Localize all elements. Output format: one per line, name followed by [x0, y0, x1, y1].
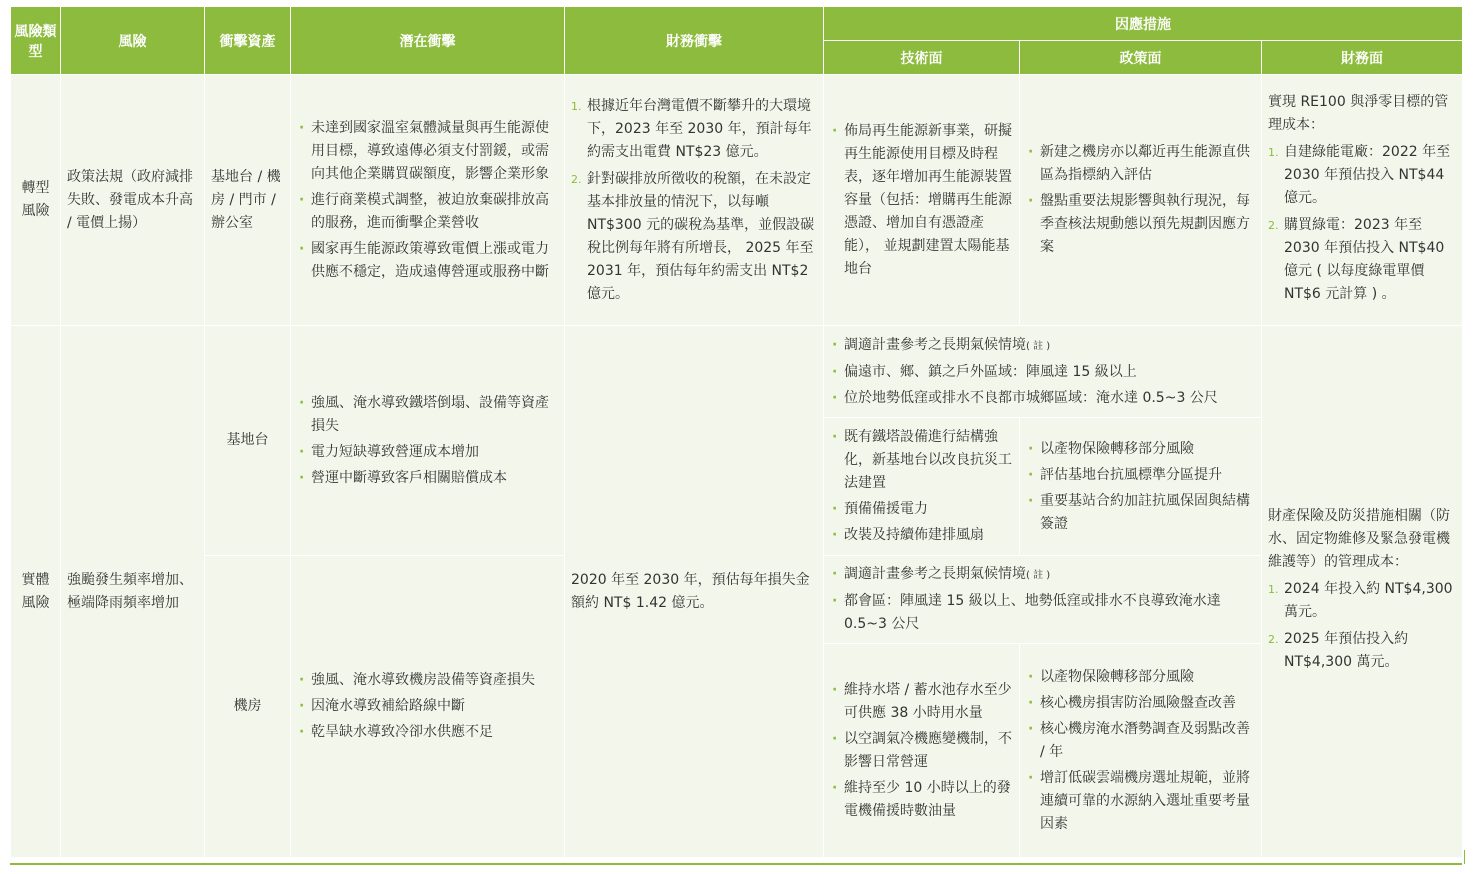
tech-item: · 既有鐵塔設備進行結構強化，新基地台以改良抗災工法建置 — [830, 426, 1013, 495]
scenario-note: ( 註 ) — [1026, 340, 1051, 352]
impact-station — [291, 326, 565, 556]
risk-transition: 政策法規（政府減排失敗、發電成本升高 / 電價上揚） — [61, 75, 205, 326]
header-finance: 財務衝擊 — [565, 7, 824, 75]
risk-physical: 強颱發生頻率增加、極端降雨頻率增加 — [61, 326, 205, 858]
tech-item: · 維持水塔 / 蓄水池存水至少可供應 38 小時用水量 — [830, 679, 1013, 725]
scenario-item: · 位於地勢低窪或排水不良都市城鄉區域：淹水達 0.5~3 公尺 — [830, 387, 1255, 410]
header-tech: 技術面 — [824, 41, 1020, 75]
impact-item: · 強風、淹水導致機房設備等資產損失 — [297, 669, 558, 692]
tech-item: · 佈局再生能源新事業，研擬再生能源使用目標及時程表，逐年增加再生能源裝置容量（包括：增購再生能源憑證、增加自有憑證產能）， 並規劃建置太陽能基地台 — [830, 120, 1013, 281]
scenario-datacenter — [824, 556, 1262, 644]
list-number: 1. — [1268, 583, 1279, 596]
asset-station: 基地台 — [205, 326, 291, 556]
risk-type-physical: 實體風險 — [11, 326, 61, 858]
header-policy: 政策面 — [1020, 41, 1262, 75]
impact-datacenter — [291, 556, 565, 858]
policy-item: · 核心機房淹水潛勢調查及弱點改善 / 年 — [1026, 718, 1255, 764]
policy-item: · 以產物保險轉移部分風險 — [1026, 666, 1255, 689]
corner-mark — [1434, 850, 1465, 864]
fin-measure-transition — [1262, 75, 1463, 326]
header-row-1 — [11, 7, 1463, 41]
impact-item: · 電力短缺導致營運成本增加 — [297, 441, 558, 464]
policy-transition — [1020, 75, 1262, 326]
fin-measure-item — [1268, 628, 1456, 674]
fin-measure-lead: 財產保險及防災措施相關（防水、固定物維修及緊急發電機維護等）的管理成本： — [1268, 508, 1450, 570]
header-asset: 衝擊資產 — [205, 7, 291, 75]
transition-row — [11, 75, 1463, 326]
tech-station — [824, 418, 1020, 556]
fin-measure-text: 2024 年投入約 NT$4,300 萬元。 — [1284, 581, 1453, 620]
scenario-station — [824, 326, 1262, 418]
table-bottom-rule — [10, 863, 1462, 865]
finance-text: 針對碳排放所徵收的稅額，在未設定基本排放量的情況下，以每噸 NT$300 元的碳稅為基準，並假設碳稅比例每年將有所增長， 2025 年至 2031 年，預估每年約需支出 NT$2 億元。 — [587, 170, 815, 302]
fin-measure-physical — [1262, 326, 1463, 858]
impact-item: · 國家再生能源政策導致電價上漲或電力供應不穩定，造成遠傳營運或服務中斷 — [297, 238, 558, 284]
finance-item — [571, 168, 817, 306]
scenario-title-text: 調適計畫參考之長期氣候情境 — [844, 336, 1026, 353]
list-number: 1. — [1268, 145, 1279, 159]
impact-item: · 強風、淹水導致鐵塔倒塌、設備等資產損失 — [297, 392, 558, 438]
list-number: 2. — [571, 172, 582, 186]
policy-item: · 以產物保險轉移部分風險 — [1026, 438, 1255, 461]
header-risk: 風險 — [61, 7, 205, 75]
impact-item: · 未達到國家溫室氣體減量與再生能源使用目標，導致遠傳必須支付罰鍰，或需向其他企業購買碳額度，影響企業形象 — [297, 117, 558, 186]
policy-item: · 核心機房損害防治風險盤查改善 — [1026, 692, 1255, 715]
fin-measure-text: 2025 年預估投入約 NT$4,300 萬元。 — [1284, 631, 1409, 670]
header-fin-measure: 財務面 — [1262, 41, 1463, 75]
tech-transition — [824, 75, 1020, 326]
fin-measure-text: 購買綠電：2023 年至 2030 年預估投入 NT$40 億元 ( 以每度綠電單價 NT$6 元計算 ) 。 — [1284, 216, 1445, 302]
scenario-title-text: 調適計畫參考之長期氣候情境 — [844, 566, 1026, 582]
finance-text: 根據近年台灣電價不斷攀升的大環境下，2023 年至 2030 年，預計每年約需支出電費 NT$23 億元。 — [587, 97, 812, 160]
tech-item: · 預備備援電力 — [830, 498, 1013, 521]
risk-type-transition: 轉型風險 — [11, 75, 61, 326]
impact-item: · 乾旱缺水導致冷卻水供應不足 — [297, 721, 558, 744]
policy-station — [1020, 418, 1262, 556]
list-number: 2. — [1268, 633, 1279, 646]
asset-transition: 基地台 / 機房 / 門市 / 辦公室 — [205, 75, 291, 326]
tech-item: · 維持至少 10 小時以上的發電機備援時數油量 — [830, 777, 1013, 823]
scenario-title — [830, 563, 1255, 587]
scenario-item: · 都會區：陣風達 15 級以上、地勢低窪或排水不良導致淹水達 0.5~3 公尺 — [830, 590, 1255, 636]
fin-measure-text: 自建綠能電廠：2022 年至 2030 年預估投入 NT$44 億元。 — [1284, 143, 1451, 206]
fin-measure-item — [1268, 214, 1456, 306]
fin-measure-lead: 實現 RE100 與淨零目標的管理成本： — [1268, 93, 1449, 133]
header-measures: 因應措施 — [824, 7, 1463, 41]
tech-item: · 改裝及持續佈建排風扇 — [830, 524, 1013, 547]
policy-item: · 評估基地台抗風標準分區提升 — [1026, 464, 1255, 487]
policy-item: · 新建之機房亦以鄰近再生能源直供區為指標納入評估 — [1026, 141, 1255, 187]
finance-item — [571, 95, 817, 164]
list-number: 1. — [571, 99, 582, 113]
tech-item: · 以空調氣冷機應變機制，不影響日常營運 — [830, 728, 1013, 774]
scenario-note: ( 註 ) — [1026, 570, 1051, 581]
impact-item: · 進行商業模式調整，被迫放棄碳排放高的服務，進而衝擊企業營收 — [297, 189, 558, 235]
physical-station-scenario-row — [11, 326, 1463, 418]
impact-item: · 因淹水導致補給路線中斷 — [297, 695, 558, 718]
scenario-item: · 偏遠市、鄉、鎮之戶外區域：陣風達 15 級以上 — [830, 361, 1255, 384]
tech-datacenter — [824, 644, 1020, 858]
policy-item: · 盤點重要法規影響與執行現況，每季查核法規動態以預先規劃因應方案 — [1026, 190, 1255, 259]
policy-datacenter — [1020, 644, 1262, 858]
asset-datacenter: 機房 — [205, 556, 291, 858]
scenario-title — [830, 334, 1255, 358]
policy-item: · 重要基站合約加註抗風保固與結構簽證 — [1026, 490, 1255, 536]
header-risk-type: 風險類型 — [11, 7, 61, 75]
impact-item: · 營運中斷導致客戶相關賠償成本 — [297, 467, 558, 490]
list-number: 2. — [1268, 218, 1279, 232]
policy-item: · 增訂低碳雲端機房選址規範，並將連續可靠的水源納入選址重要考量因素 — [1026, 767, 1255, 836]
fin-measure-item — [1268, 578, 1456, 624]
finance-transition — [565, 75, 824, 326]
risk-table — [10, 6, 1463, 858]
fin-measure-item — [1268, 141, 1456, 210]
header-impact: 潛在衝擊 — [291, 7, 565, 75]
impact-transition — [291, 75, 565, 326]
finance-physical: 2020 年至 2030 年，預估每年損失金額約 NT$ 1.42 億元。 — [565, 326, 824, 858]
